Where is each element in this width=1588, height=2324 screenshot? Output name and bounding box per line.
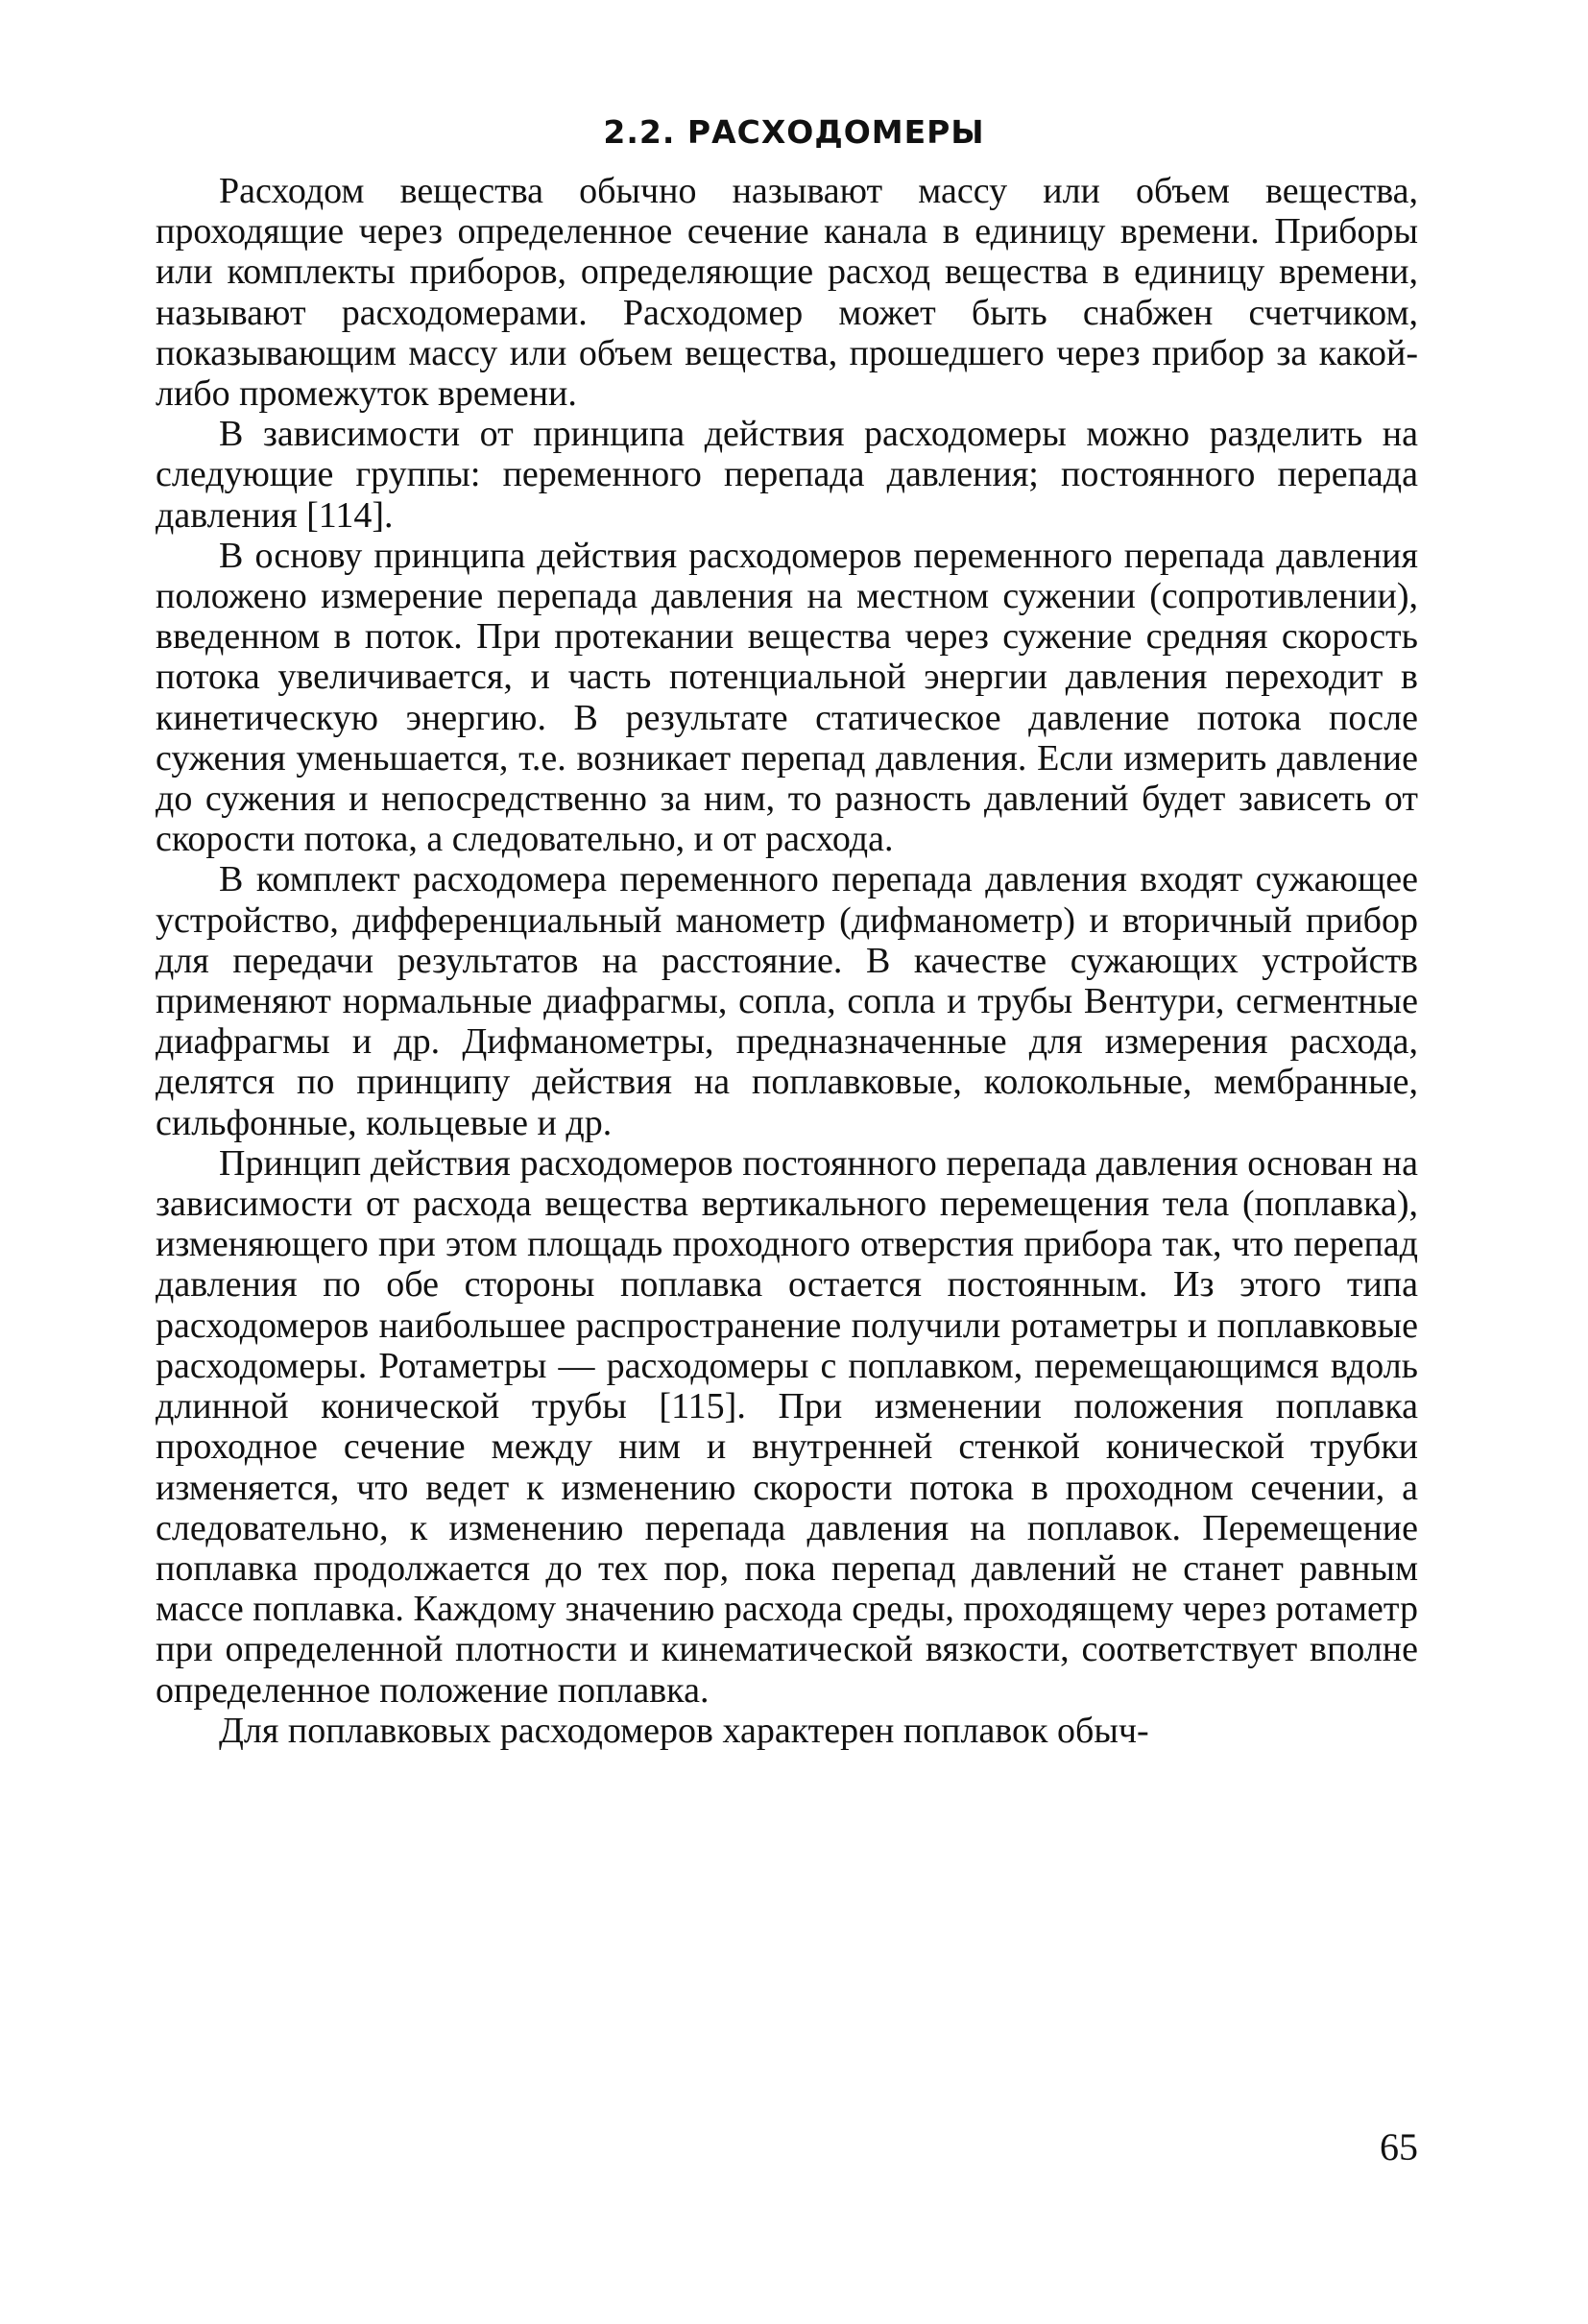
paragraph: В комплект расходомера переменного перепада давления входят сужающее устройство, дифференциальный манометр (дифманометр) и вторичный прибор для передачи результатов на расстояние. В качестве сужающих устройств применяют нормальные диафрагмы, сопла, сопла и трубы Вентури, сегментные диафрагмы и др. Дифманометры, предназначенные для измерения расхода, делятся по принципу действия на поплавковые, колокольные, мембранные, сильфонные, кольцевые и др. <box>156 859 1418 1143</box>
section-heading: 2.2. РАСХОДОМЕРЫ <box>603 113 985 151</box>
paragraph: Принцип действия расходомеров постоянного перепада давления основан на зависимости от расхода вещества вертикального перемещения тела (поплавка), изменяющего при этом площадь проходного отверстия прибора так, что перепад давления по обе стороны поплавка остается постоянным. Из этого типа расходомеров наибольшее распространение получили ротаметры и поплавковые расходомеры. Ротаметры — расходомеры с поплавком, перемещающимся вдоль длинной конической трубы [115]. При изменении положения поплавка проходное сечение между ним и внутренней стенкой конической трубки изменяется, что ведет к изменению скорости потока в проходном сечении, а следовательно, к изменению перепада давления на поплавок. Перемещение поплавка продолжается до тех пор, пока перепад давлений не станет равным массе поплавка. Каждому значению расхода среды, проходящему через ротаметр при определенной плотности и кинематической вязкости, соответствует вполне определенное положение поплавка. <box>156 1142 1418 1711</box>
paragraph: Расходом вещества обычно называют массу или объем вещества, проходящие через определенное сечение канала в единицу времени. Приборы или комплекты приборов, определяющие расход вещества в единицу времени, называют расходомерами. Расходомер может быть снабжен счетчиком, показывающим массу или объем вещества, прошедшего через прибор за какой-либо промежуток времени. <box>156 171 1418 415</box>
page-number: 65 <box>1380 2125 1418 2168</box>
paragraph: В основу принципа действия расходомеров переменного перепада давления положено измерение перепада давления на местном сужении (сопротивлении), введенном в поток. При протекании вещества через сужение средняя скорость потока увеличивается, и часть потенциальной энергии давления переходит в кинетическую энергию. В результате статическое давление потока после сужения уменьшается, т.е. возникает перепад давления. Если измерить давление до сужения и непосредственно за ним, то разность давлений будет зависеть от скорости потока, а следовательно, и от расхода. <box>156 535 1418 860</box>
paragraph: В зависимости от принципа действия расходомеры можно разделить на следующие группы: переменного перепада давления; постоянного перепада давления [114]. <box>156 414 1418 536</box>
body-text <box>156 171 1418 1751</box>
paragraph: Для поплавковых расходомеров характерен поплавок обыч- <box>219 1710 1149 1751</box>
